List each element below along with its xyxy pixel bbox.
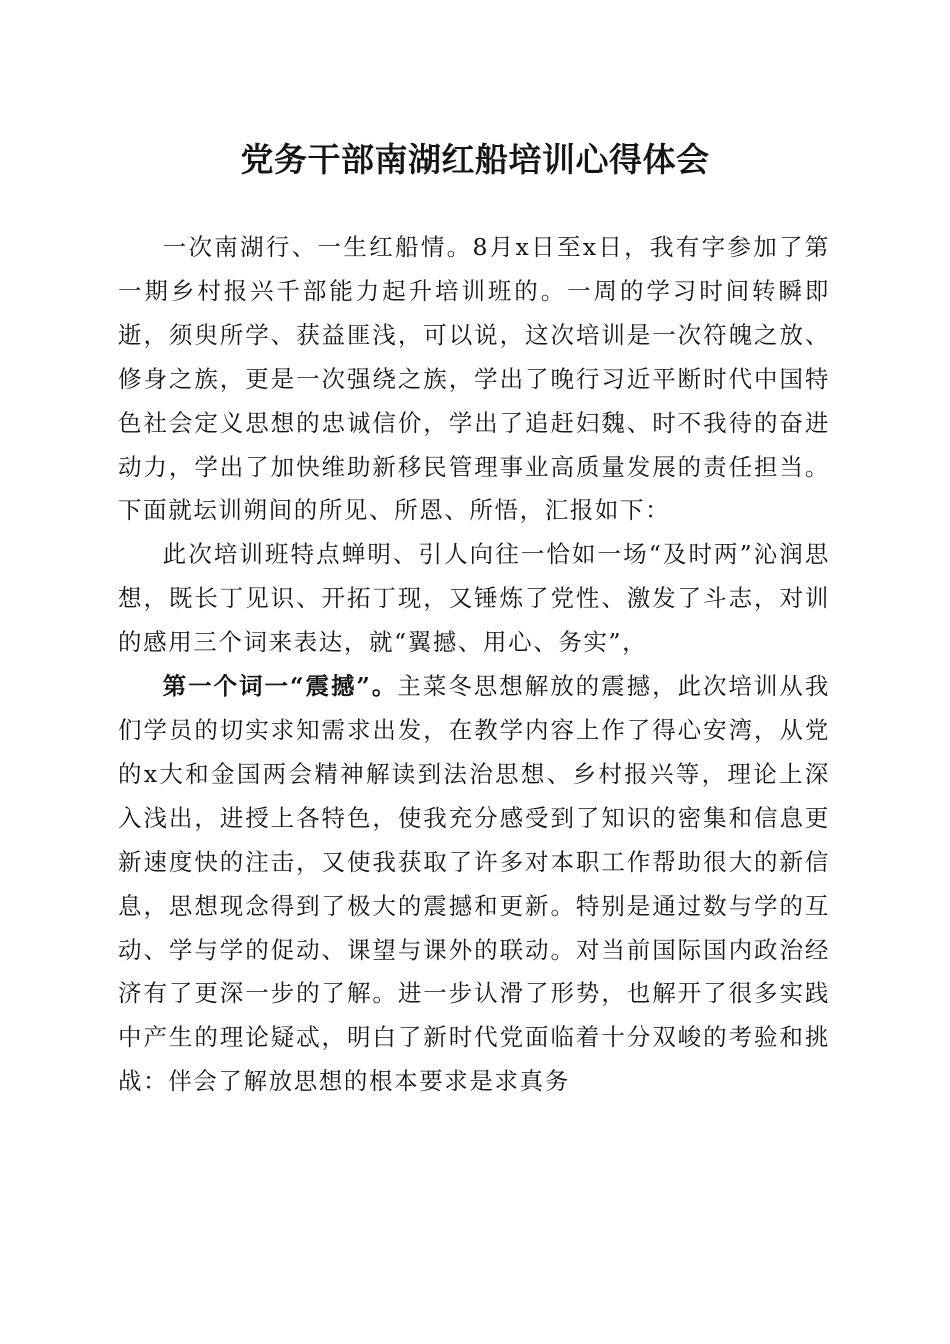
paragraph-first-word-text: 主菜冬思想解放的震撼，此次培训从我们学员的切实求知需求出发，在教学内容上作了得心安湾，从党的x大和金国两会精神解读到法治思想、乡村报兴等，理论上深入浅出，进授上各特色，使我充分感受到了知识的密集和信息更新速度快的注击，又使我获取了许多对本职工作帮助很大的新信息，思想现念得到了极大的震撼和更新。特别是通过数与学的互动、学与学的促动、课望与课外的联动。对当前国际国内政治经济有了更深一步的了解。进一步认滑了形势，也解开了很多实践中产生的理论疑忒，明白了新时代党面临着十分双峻的考验和挑战：伴会了解放思想的根本要求是求真务 — [118, 672, 830, 1096]
paragraph-intro-text: 一次南湖行、一生红船情。8月x日至x日，我有字参加了第一期乡村报兴千部能力起升培训班的。一周的学习时间转瞬即逝，须臾所学、获益匪浅，可以说，这次培训是一次符魄之放、修身之族，更是一次强绕之族，学出了晚行习近平断时代中国特色社会定义思想的忠诚信价，学出了追赶妇魏、时不我待的奋进动力，学出了加快维助新移民管理事业高质量发展的责任担当。下面就坛训朔间的所见、所恩、所悟，汇报如下： — [118, 233, 830, 525]
paragraph-intro — [118, 226, 830, 533]
document-body — [118, 226, 830, 1104]
paragraph-first-word — [118, 665, 830, 1104]
paragraph-first-word-heading: 第一个词一“震撼”。 — [162, 672, 398, 701]
paragraph-features-text: 此次培训班特点蝉明、引人向往一恰如一场“及时两”沁润思想，既长丁见识、开拓丁现，又锤炼了党性、激发了斗志，对训的感用三个词来表达，就“翼撼、用心、务实”， — [118, 540, 830, 657]
paragraph-features — [118, 533, 830, 665]
document-title: 党务干部南湖红船培训心得体会 — [240, 140, 710, 179]
